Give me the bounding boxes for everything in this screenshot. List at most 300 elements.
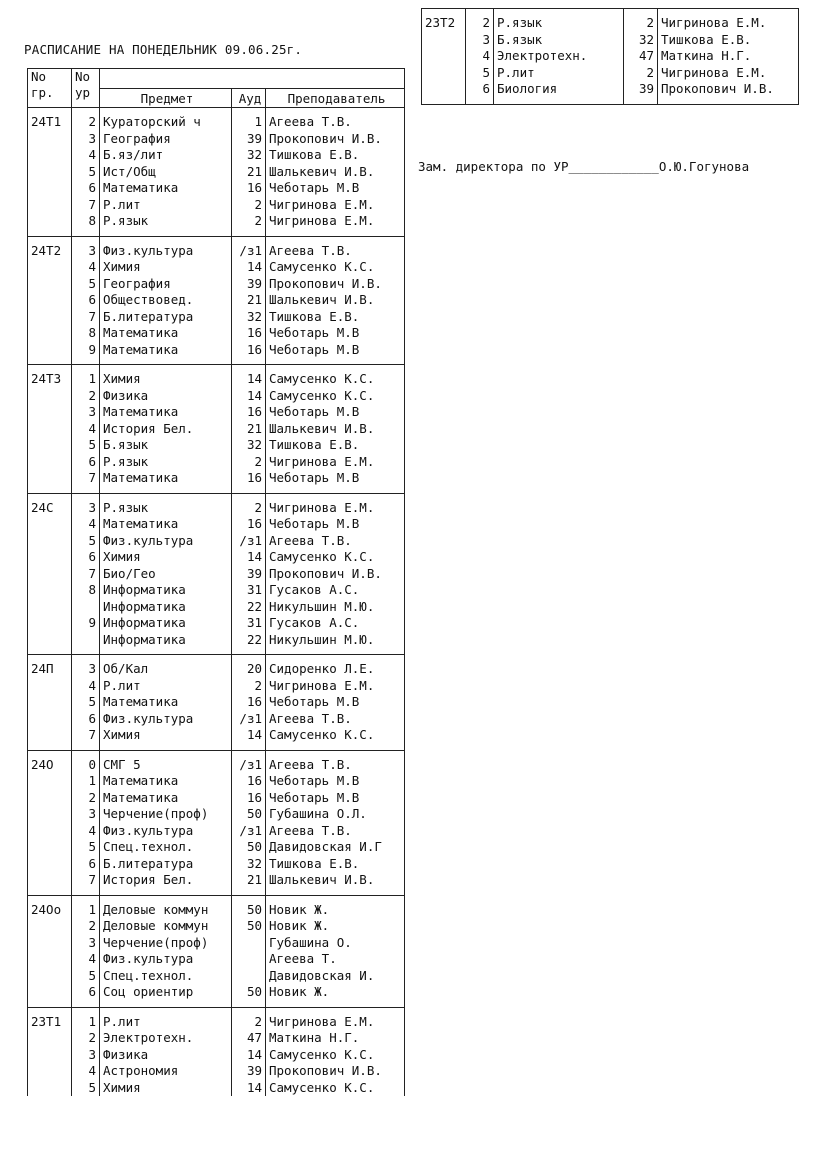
group-name-empty (28, 935, 72, 952)
subject-name: Физ.культура (100, 533, 232, 550)
group-name-empty (28, 806, 72, 823)
subject-name: Б.язык (494, 32, 624, 49)
teacher-name: Агеева Т.В. (266, 533, 405, 550)
table-row (28, 516, 405, 533)
room-number: 16 (232, 342, 266, 365)
subject-name: Математика (100, 790, 232, 807)
lesson-number: 7 (72, 566, 100, 583)
table-row (422, 65, 799, 82)
subject-name: Физика (100, 388, 232, 405)
lesson-number: 5 (72, 437, 100, 454)
room-number: 21 (232, 872, 266, 895)
room-number: 22 (232, 632, 266, 655)
teacher-name: Агеева Т.В. (266, 823, 405, 840)
group-name-empty (28, 918, 72, 935)
lesson-number: 3 (466, 32, 494, 49)
teacher-name: Тишкова Е.В. (266, 147, 405, 164)
room-number (232, 968, 266, 985)
lesson-number: 8 (72, 582, 100, 599)
table-row (28, 470, 405, 493)
room-number: 39 (232, 131, 266, 148)
group-name-empty (422, 32, 466, 49)
lesson-number: 2 (72, 790, 100, 807)
group-name-empty (28, 276, 72, 293)
teacher-name: Прокопович И.В. (266, 131, 405, 148)
teacher-name: Шалькевич И.В. (266, 164, 405, 181)
subject-name: Спец.технол. (100, 839, 232, 856)
subject-name: История Бел. (100, 872, 232, 895)
group-name-empty (28, 566, 72, 583)
lesson-number: 5 (72, 1080, 100, 1097)
table-row (28, 493, 405, 516)
room-number: 16 (232, 773, 266, 790)
table-row (28, 1047, 405, 1064)
table-row (422, 32, 799, 49)
table-row (28, 806, 405, 823)
lesson-number: 6 (466, 81, 494, 104)
teacher-name: Никульшин М.Ю. (266, 632, 405, 655)
table-row (28, 968, 405, 985)
subject-name: Р.лит (100, 197, 232, 214)
subject-name: Спец.технол. (100, 968, 232, 985)
subject-name: Кураторский ч (100, 108, 232, 131)
subject-name: Физ.культура (100, 711, 232, 728)
lesson-number: 1 (72, 773, 100, 790)
subject-name: Химия (100, 549, 232, 566)
table-row (28, 454, 405, 471)
teacher-name: Самусенко К.С. (266, 388, 405, 405)
group-name-empty (28, 872, 72, 895)
room-number: /з1 (232, 533, 266, 550)
teacher-name: Тишкова Е.В. (658, 32, 799, 49)
group-name-empty (28, 678, 72, 695)
group-name-empty (422, 81, 466, 104)
teacher-name: Давидовская И. (266, 968, 405, 985)
group-name-empty (28, 1047, 72, 1064)
subject-name: Р.язык (494, 9, 624, 32)
room-number: 22 (232, 599, 266, 616)
header-blank-cell (100, 69, 405, 89)
table-row (28, 1030, 405, 1047)
room-number: 21 (232, 292, 266, 309)
teacher-name: Чигринова Е.М. (658, 65, 799, 82)
group-name-empty (28, 615, 72, 632)
room-number: /з1 (232, 750, 266, 773)
lesson-number: 2 (72, 918, 100, 935)
table-row (28, 727, 405, 750)
room-number: /з1 (232, 711, 266, 728)
room-number: 2 (232, 493, 266, 516)
lesson-number: 5 (72, 533, 100, 550)
table-row (28, 935, 405, 952)
group-name-empty (28, 470, 72, 493)
room-number: 50 (232, 839, 266, 856)
table-row (28, 131, 405, 148)
room-number: 39 (232, 1063, 266, 1080)
teacher-name: Чеботарь М.В (266, 470, 405, 493)
lesson-number: 6 (72, 984, 100, 1007)
subject-name: География (100, 276, 232, 293)
room-number: 16 (232, 516, 266, 533)
lesson-number: 7 (72, 470, 100, 493)
teacher-name: Агеева Т.В. (266, 711, 405, 728)
subject-name: Р.язык (100, 213, 232, 236)
teacher-name: Шалькевич И.В. (266, 292, 405, 309)
subject-name: Б.яз/лит (100, 147, 232, 164)
table-row (28, 292, 405, 309)
table-row (28, 533, 405, 550)
table-row (28, 276, 405, 293)
room-number: 2 (624, 9, 658, 32)
table-row (28, 180, 405, 197)
room-number: 14 (232, 549, 266, 566)
subject-name: Физика (100, 1047, 232, 1064)
table-row (28, 655, 405, 678)
room-number: 39 (232, 276, 266, 293)
teacher-name: Чигринова Е.М. (266, 454, 405, 471)
group-name-empty (28, 533, 72, 550)
schedule-title: РАСПИСАНИЕ НА ПОНЕДЕЛЬНИК 09.06.25г. (24, 42, 303, 57)
lesson-number: 8 (72, 213, 100, 236)
subject-name: Б.литература (100, 856, 232, 873)
teacher-name: Самусенко К.С. (266, 1047, 405, 1064)
signature-line: Зам. директора по УР____________О.Ю.Гогунова (418, 159, 750, 174)
teacher-name: Чигринова Е.М. (266, 197, 405, 214)
lesson-number: 7 (72, 197, 100, 214)
room-number (232, 935, 266, 952)
lesson-number: 8 (72, 325, 100, 342)
lesson-number: 3 (72, 935, 100, 952)
lesson-number: 1 (72, 895, 100, 918)
subject-name: Деловые коммун (100, 895, 232, 918)
lesson-number: 2 (466, 9, 494, 32)
lesson-number: 3 (72, 1047, 100, 1064)
room-number: 21 (232, 164, 266, 181)
lesson-number: 6 (72, 856, 100, 873)
lesson-number: 4 (72, 516, 100, 533)
subject-name: Информатика (100, 615, 232, 632)
lesson-number: 4 (466, 48, 494, 65)
table-row (28, 694, 405, 711)
room-number: 47 (624, 48, 658, 65)
group-name: 24О (28, 750, 72, 773)
table-row (28, 632, 405, 655)
group-name-empty (422, 65, 466, 82)
room-number: 2 (232, 678, 266, 695)
lesson-number: 6 (72, 180, 100, 197)
header-lesson-number: No ур (72, 69, 100, 108)
table-row (28, 582, 405, 599)
teacher-name: Никульшин М.Ю. (266, 599, 405, 616)
group-name-empty (28, 437, 72, 454)
lesson-number: 0 (72, 750, 100, 773)
teacher-name: Чеботарь М.В (266, 790, 405, 807)
group-name-empty (28, 309, 72, 326)
header-subject: Предмет (100, 88, 232, 108)
table-row (28, 147, 405, 164)
subject-name: Р.язык (100, 493, 232, 516)
header-teacher: Преподаватель (266, 88, 405, 108)
table-row (28, 259, 405, 276)
table-row (28, 773, 405, 790)
room-number: 14 (232, 388, 266, 405)
teacher-name: Тишкова Е.В. (266, 437, 405, 454)
lesson-number: 6 (72, 711, 100, 728)
lesson-number: 6 (72, 549, 100, 566)
group-name-empty (28, 968, 72, 985)
room-number: 50 (232, 984, 266, 1007)
group-name-empty (28, 856, 72, 873)
subject-name: Электротехн. (494, 48, 624, 65)
subject-name: Обществовед. (100, 292, 232, 309)
subject-name: Физ.культура (100, 823, 232, 840)
schedule-table (27, 68, 405, 1096)
room-number: 32 (232, 437, 266, 454)
subject-name: Химия (100, 259, 232, 276)
teacher-name: Чеботарь М.В (266, 516, 405, 533)
room-number: 31 (232, 582, 266, 599)
lesson-number: 3 (72, 655, 100, 678)
teacher-name: Чеботарь М.В (266, 180, 405, 197)
table-row (28, 309, 405, 326)
table-row (28, 678, 405, 695)
teacher-name: Агеева Т.В. (266, 236, 405, 259)
lesson-number: 5 (72, 839, 100, 856)
table-row (28, 388, 405, 405)
group-name-empty (28, 694, 72, 711)
subject-name: Р.лит (100, 1007, 232, 1030)
table-row (28, 711, 405, 728)
room-number: 32 (232, 856, 266, 873)
group-name-empty (422, 48, 466, 65)
table-row (28, 599, 405, 616)
group-name-empty (28, 259, 72, 276)
group-name-empty (28, 773, 72, 790)
room-number: 14 (232, 365, 266, 388)
room-number: 16 (232, 404, 266, 421)
room-number: 16 (232, 470, 266, 493)
lesson-number: 3 (72, 493, 100, 516)
table-row (28, 951, 405, 968)
table-row (422, 9, 799, 32)
group-name-empty (28, 292, 72, 309)
teacher-name: Давидовская И.Г (266, 839, 405, 856)
teacher-name: Сидоренко Л.Е. (266, 655, 405, 678)
lesson-number: 4 (72, 147, 100, 164)
lesson-number: 9 (72, 615, 100, 632)
table-row (28, 839, 405, 856)
subject-name: Р.лит (494, 65, 624, 82)
lesson-number: 4 (72, 678, 100, 695)
group-name-empty (28, 454, 72, 471)
lesson-number: 9 (72, 342, 100, 365)
subject-name: Б.литература (100, 309, 232, 326)
subject-name: Математика (100, 773, 232, 790)
group-name-empty (28, 342, 72, 365)
table-row (28, 404, 405, 421)
header-room: Ауд (232, 88, 266, 108)
group-name-empty (28, 790, 72, 807)
room-number: 39 (624, 81, 658, 104)
teacher-name: Агеева Т.В. (266, 750, 405, 773)
room-number: 14 (232, 1080, 266, 1097)
room-number: 21 (232, 421, 266, 438)
teacher-name: Чигринова Е.М. (266, 213, 405, 236)
room-number: 14 (232, 259, 266, 276)
room-number: 2 (624, 65, 658, 82)
teacher-name: Новик Ж. (266, 984, 405, 1007)
room-number: 50 (232, 895, 266, 918)
subject-name: Биология (494, 81, 624, 104)
room-number: /з1 (232, 823, 266, 840)
table-row (28, 213, 405, 236)
table-row (28, 856, 405, 873)
group-name-empty (28, 180, 72, 197)
group-name-empty (28, 1030, 72, 1047)
lesson-number: 5 (72, 968, 100, 985)
teacher-name: Чеботарь М.В (266, 773, 405, 790)
lesson-number: 2 (72, 388, 100, 405)
teacher-name: Губашина О.Л. (266, 806, 405, 823)
lesson-number: 4 (72, 951, 100, 968)
group-name: 24Т3 (28, 365, 72, 388)
teacher-name: Прокопович И.В. (266, 276, 405, 293)
room-number: 32 (232, 309, 266, 326)
group-name-empty (28, 197, 72, 214)
teacher-name: Губашина О. (266, 935, 405, 952)
subject-name: Математика (100, 180, 232, 197)
room-number: 32 (232, 147, 266, 164)
room-number: 47 (232, 1030, 266, 1047)
table-row (28, 437, 405, 454)
table-row (28, 1007, 405, 1030)
table-row (28, 197, 405, 214)
room-number: 1 (232, 108, 266, 131)
subject-name: Химия (100, 1080, 232, 1097)
teacher-name: Агеева Т.В. (266, 108, 405, 131)
lesson-number: 4 (72, 421, 100, 438)
lesson-number: 2 (72, 108, 100, 131)
group-name-empty (28, 599, 72, 616)
lesson-number: 5 (72, 694, 100, 711)
table-row (28, 236, 405, 259)
subject-name: Математика (100, 470, 232, 493)
subject-name: Астрономия (100, 1063, 232, 1080)
lesson-number: 1 (72, 1007, 100, 1030)
teacher-name: Чеботарь М.В (266, 694, 405, 711)
group-name-empty (28, 516, 72, 533)
table-row (28, 790, 405, 807)
room-number: 16 (232, 325, 266, 342)
group-name-empty (28, 839, 72, 856)
lesson-number: 1 (72, 365, 100, 388)
teacher-name: Чеботарь М.В (266, 325, 405, 342)
table-row (28, 421, 405, 438)
group-name: 24Оо (28, 895, 72, 918)
teacher-name: Тишкова Е.В. (266, 856, 405, 873)
room-number: 50 (232, 918, 266, 935)
lesson-number: 3 (72, 236, 100, 259)
room-number: 31 (232, 615, 266, 632)
subject-name: Химия (100, 727, 232, 750)
group-name: 24Т1 (28, 108, 72, 131)
lesson-number: 6 (72, 454, 100, 471)
group-name-empty (28, 213, 72, 236)
lesson-number: 3 (72, 806, 100, 823)
subject-name: Математика (100, 516, 232, 533)
table-row (28, 1063, 405, 1080)
subject-name: Математика (100, 325, 232, 342)
lesson-number: 2 (72, 1030, 100, 1047)
table-row (422, 48, 799, 65)
group-name-empty (28, 325, 72, 342)
teacher-name: Гусаков А.С. (266, 615, 405, 632)
room-number: /з1 (232, 236, 266, 259)
teacher-name: Маткина Н.Г. (266, 1030, 405, 1047)
room-number: 2 (232, 454, 266, 471)
subject-name: Деловые коммун (100, 918, 232, 935)
table-row (28, 918, 405, 935)
table-row (422, 81, 799, 104)
subject-name: Соц ориентир (100, 984, 232, 1007)
room-number: 2 (232, 213, 266, 236)
table-row (28, 984, 405, 1007)
teacher-name: Самусенко К.С. (266, 549, 405, 566)
room-number: 20 (232, 655, 266, 678)
subject-name: Р.язык (100, 454, 232, 471)
group-name-empty (28, 388, 72, 405)
subject-name: СМГ 5 (100, 750, 232, 773)
group-name-empty (28, 131, 72, 148)
group-name: 24Т2 (28, 236, 72, 259)
subject-name: Математика (100, 404, 232, 421)
header-group-number: No гр. (28, 69, 72, 108)
group-name: 23Т1 (28, 1007, 72, 1030)
lesson-number (72, 632, 100, 655)
subject-name: Химия (100, 365, 232, 388)
teacher-name: Прокопович И.В. (658, 81, 799, 104)
table-row (28, 549, 405, 566)
subject-name: Физ.культура (100, 951, 232, 968)
teacher-name: Агеева Т. (266, 951, 405, 968)
lesson-number: 7 (72, 309, 100, 326)
subject-name: Био/Гео (100, 566, 232, 583)
group-name-empty (28, 823, 72, 840)
table-row (28, 108, 405, 131)
table-row (28, 325, 405, 342)
group-name-empty (28, 549, 72, 566)
lesson-number: 5 (72, 276, 100, 293)
teacher-name: Чигринова Е.М. (266, 1007, 405, 1030)
subject-name: География (100, 131, 232, 148)
teacher-name: Гусаков А.С. (266, 582, 405, 599)
lesson-number: 5 (466, 65, 494, 82)
room-number: 50 (232, 806, 266, 823)
group-name-empty (28, 711, 72, 728)
subject-name: Ист/Общ (100, 164, 232, 181)
table-row (28, 365, 405, 388)
group-name-empty (28, 984, 72, 1007)
room-number (232, 951, 266, 968)
teacher-name: Самусенко К.С. (266, 259, 405, 276)
subject-name: Черчение(проф) (100, 935, 232, 952)
table-row (28, 342, 405, 365)
table-row (28, 566, 405, 583)
subject-name: Математика (100, 694, 232, 711)
table-row (28, 872, 405, 895)
room-number: 16 (232, 180, 266, 197)
group-name-empty (28, 582, 72, 599)
